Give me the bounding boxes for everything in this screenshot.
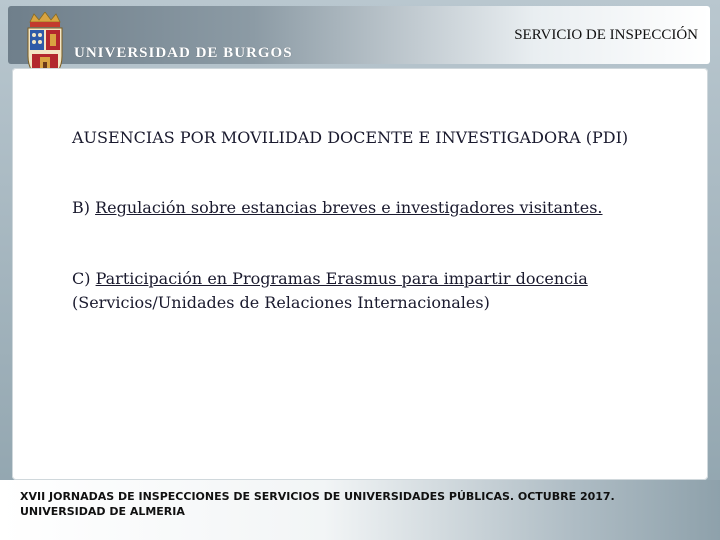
footer-line-1: XVII JORNADAS DE INSPECCIONES DE SERVICIOS DE UNIVERSIDADES PÚBLICAS. OCTUBRE 2017. <box>20 490 615 503</box>
item-b-link[interactable]: Regulación sobre estancias breves e investigadores visitantes. <box>95 198 603 217</box>
item-b-prefix: B) <box>72 198 96 217</box>
footer-text <box>20 489 615 519</box>
item-c-prefix: C) <box>72 269 96 288</box>
service-title: SERVICIO DE INSPECCIÓN <box>514 27 698 43</box>
page-title: AUSENCIAS POR MOVILIDAD DOCENTE E INVESTIGADORA (PDI) <box>72 128 629 147</box>
item-b <box>72 196 603 220</box>
university-name: UNIVERSIDAD DE BURGOS <box>74 45 293 61</box>
item-c <box>72 267 588 315</box>
item-c-second-line: (Servicios/Unidades de Relaciones Internacionales) <box>72 293 490 312</box>
footer-line-2: UNIVERSIDAD DE ALMERIA <box>20 505 185 518</box>
item-c-link[interactable]: Participación en Programas Erasmus para impartir docencia <box>95 269 588 288</box>
